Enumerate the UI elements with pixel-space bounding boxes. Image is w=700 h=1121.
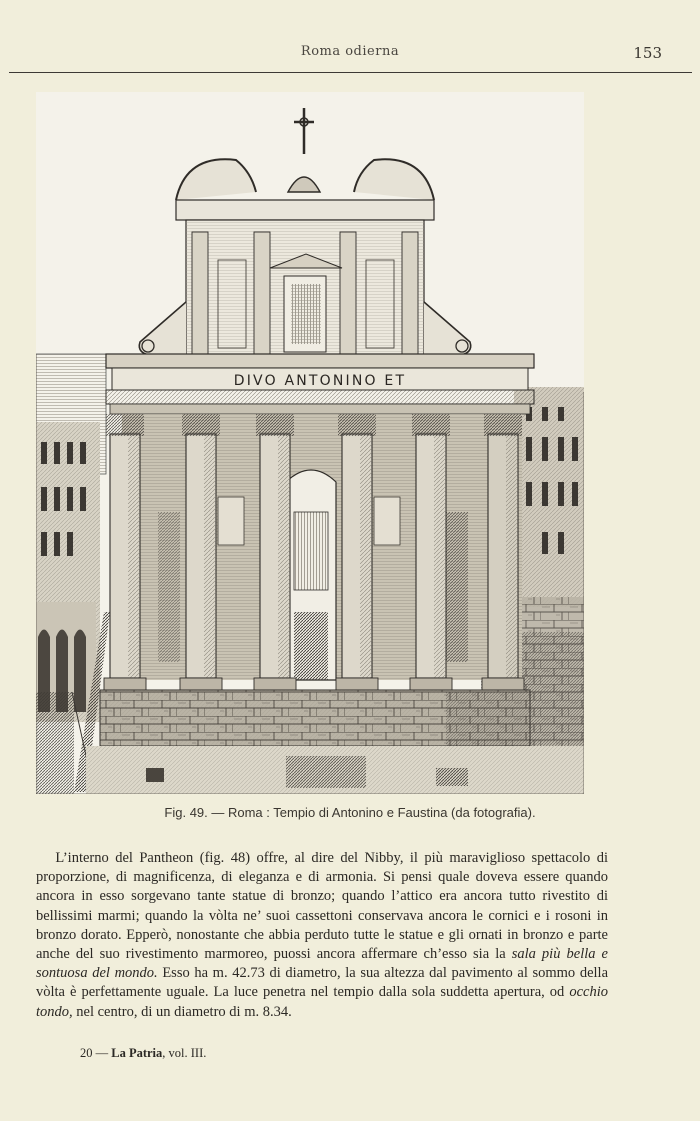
cella-wall [122, 414, 522, 680]
forum-ground [86, 746, 584, 794]
body-text-italic-2: occhio tondo, [36, 984, 608, 1020]
running-title: Roma odierna [300, 44, 400, 59]
body-text-part-2: Esso ha m. 42.73 di diametro, la sua altezza dal pavimento al sommo della vòlta è perfettamente uguale. La luce penetra nel tempio dalla sola suddetta apertura, od [36, 965, 609, 1001]
temple-illustration [36, 92, 584, 794]
column [410, 414, 452, 690]
body-paragraph [36, 849, 608, 1022]
body-text-part-3: nel centro, di un diametro di m. 8.34. [72, 1003, 292, 1020]
column [254, 414, 296, 690]
footer-signature-number: 20 — [80, 1046, 109, 1060]
body-text-italic-1: sala più bella e sontuosa del mondo. [36, 946, 608, 982]
temple-inscription: DIVO ANTONINO ET [233, 373, 407, 389]
body-text-part-1: L’interno del Pantheon (fig. 48) offre, al dire del Nibby, il più maraviglioso spettacolo di proporzione, di magnificenza, di eleganza e di armonia. Si pensi quale doveva essere quando ancora in esso sorgevano tante statue di bronzo; quando l’attico era ancora tutto rivestito di bellissimi marmi; quando la vòlta ne’ suoi cassettoni conservava ancora le cornici e i rosoni in bronzo dorato. Epperò, nonostante che abbia perduto tutte le statue e gli ornati in bronzo e parte anche del suo rivestimento marmoreo, puossi ancora affermare ch’esso sia la [36, 850, 609, 963]
signature-footer [80, 1046, 206, 1061]
column [104, 414, 146, 690]
entablature [106, 354, 534, 414]
header-rule [9, 72, 692, 73]
footer-volume: , vol. III. [162, 1046, 207, 1060]
figure-caption: Fig. 49. — Roma : Tempio di Antonino e Faustina (da fotografia). [164, 805, 536, 820]
column [336, 414, 378, 690]
column [180, 414, 222, 690]
footer-publication: La Patria [111, 1046, 163, 1060]
column [482, 414, 524, 690]
page-number: 153 [633, 44, 662, 62]
